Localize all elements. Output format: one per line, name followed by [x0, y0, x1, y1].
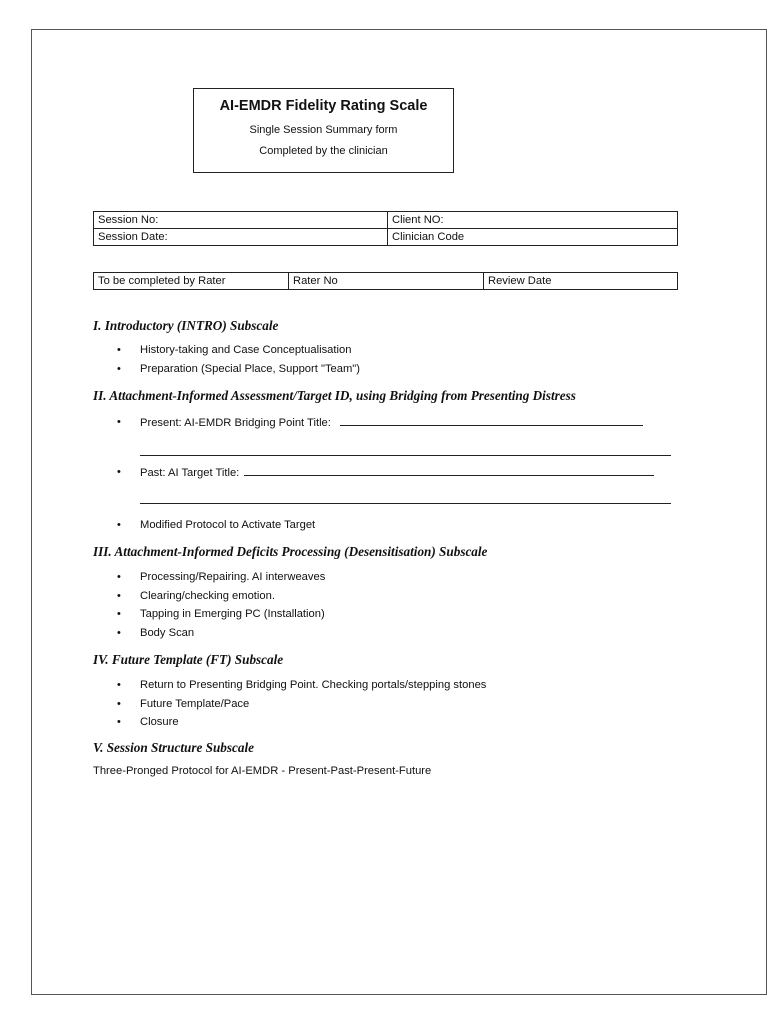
- table-row: [94, 229, 678, 246]
- past-target-continuation-line[interactable]: [140, 503, 671, 504]
- assessment-list-past: [117, 463, 654, 482]
- present-title-input[interactable]: [340, 413, 643, 426]
- completed-by-rater-field[interactable]: To be completed by Rater: [94, 273, 289, 290]
- list-item: • Preparation (Special Place, Support "Team"): [117, 360, 360, 379]
- future-list: [117, 676, 486, 732]
- intro-list: [117, 341, 360, 378]
- past-target-input[interactable]: [244, 463, 654, 476]
- future-heading: IV. Future Template (FT) Subscale: [93, 652, 284, 667]
- list-item: • Processing/Repairing. AI interweaves: [117, 568, 325, 587]
- list-item: • Clearing/checking emotion.: [117, 587, 325, 606]
- list-item: [117, 463, 654, 482]
- title-box: [193, 88, 454, 173]
- assessment-list: [117, 413, 643, 432]
- intro-heading: I. Introductory (INTRO) Subscale: [93, 318, 279, 333]
- present-label: Present: AI-EMDR Bridging Point Title:: [140, 417, 331, 429]
- session-info-table: [93, 211, 678, 246]
- present-title-continuation-line[interactable]: [140, 455, 671, 456]
- table-row: [94, 212, 678, 229]
- session-date-field[interactable]: Session Date:: [94, 229, 388, 246]
- processing-list: [117, 568, 325, 642]
- structure-heading: V. Session Structure Subscale: [93, 740, 254, 755]
- list-item: • History-taking and Case Conceptualisation: [117, 341, 360, 360]
- list-item: • Return to Presenting Bridging Point. Checking portals/stepping stones: [117, 676, 486, 695]
- structure-text: Three-Pronged Protocol for AI-EMDR - Present-Past-Present-Future: [93, 765, 432, 777]
- modified-protocol-list: [117, 516, 315, 535]
- list-item: • Closure: [117, 713, 486, 732]
- document-page: [31, 29, 767, 995]
- list-item: [117, 413, 643, 432]
- list-item: • Tapping in Emerging PC (Installation): [117, 605, 325, 624]
- form-subtitle: Single Session Summary form: [249, 124, 398, 136]
- rater-info-table: [93, 272, 678, 290]
- rater-no-field[interactable]: Rater No: [289, 273, 484, 290]
- clinician-code-field[interactable]: Clinician Code: [388, 229, 678, 246]
- completed-by-note: Completed by the clinician: [259, 145, 388, 157]
- list-item: • Modified Protocol to Activate Target: [117, 516, 315, 535]
- list-item: • Future Template/Pace: [117, 695, 486, 714]
- processing-heading: III. Attachment-Informed Deficits Processing (Desensitisation) Subscale: [93, 544, 488, 559]
- client-no-field[interactable]: Client NO:: [388, 212, 678, 229]
- form-title: AI-EMDR Fidelity Rating Scale: [219, 98, 428, 114]
- session-no-field[interactable]: Session No:: [94, 212, 388, 229]
- list-item: • Body Scan: [117, 624, 325, 643]
- table-row: [94, 273, 678, 290]
- review-date-field[interactable]: Review Date: [484, 273, 678, 290]
- assessment-heading: II. Attachment-Informed Assessment/Target ID, using Bridging from Presenting Distress: [93, 388, 576, 403]
- past-label: Past: AI Target Title:: [140, 467, 240, 479]
